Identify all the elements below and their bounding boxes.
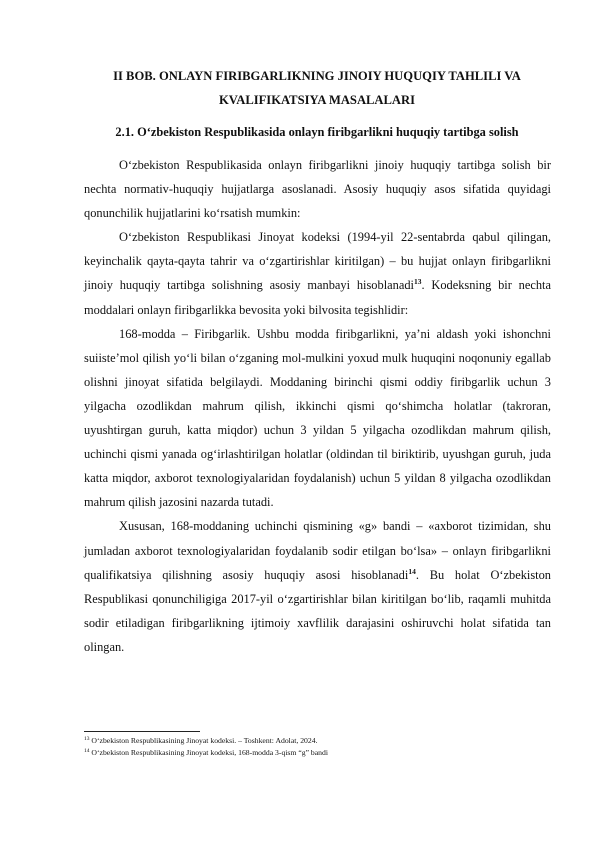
footnote-14	[84, 747, 551, 759]
footnotes	[84, 735, 551, 758]
paragraph-4-text: Xususan, 168-moddaning uchinchi qismining «g» bandi – «axborot tizimidan, shu jumladan axborot texnologiyalaridan foydalanib sodir etilgan bo‘lsa» – onlayn firibgarlikni qualifikatsiya qilishning asosiy huquqiy asosi hisoblanadi	[84, 519, 551, 582]
footnote-ref-13: 13	[413, 277, 422, 287]
footnote-number: 13	[84, 736, 90, 742]
paragraph-4	[84, 514, 551, 659]
paragraph-4-text-cont: . Bu holat O‘zbekiston Respublikasi qonunchiligiga 2017-yil o‘zgartirishlar bilan kiritilgan bo‘lib, raqamli muhitda sodir etiladigan firibgarlikning ijtimoiy xavflilik darajasini oshiruvchi holat sifatida tan olingan.	[84, 567, 552, 654]
footnote-ref-14: 14	[408, 566, 416, 576]
footnote-text: O‘zbekiston Respublikasining Jinoyat kodeksi. – Toshkent: Adolat, 2024.	[89, 736, 318, 745]
section-title: 2.1. O‘zbekiston Respublikasida onlayn firibgarlikni huquqiy tartibga solish	[115, 125, 519, 139]
paragraph-3: 168-modda – Firibgarlik. Ushbu modda firibgarlikni, ya’ni aldash yoki ishonchni suiiste’mol qilish yo‘li bilan o‘zganing mol-mulkini yoxud mulk huquqini noqonuniy egallab olishni jinoyat sifatida belgilaydi. Moddaning birinchi qismi oddiy firibgarlik uchun 3 yilgacha ozodlikdan mahrum qilish, ikkinchi qismi qo‘shimcha holatlar (takroran, uyushtirgan guruh, katta miqdor) uchun 3 yildan 5 yilgacha ozodlikdan mahrum qilish, uchinchi qismi yanada og‘irlashtirilgan holatlar (oldindan til biriktirib, uyushgan guruh, juda katta miqdor, axborot texnologiyalaridan foydalanish) uchun 5 yildan 8 yilgacha ozodlikdan mahrum qilish jazosini nazarda tutadi.	[84, 326, 551, 510]
paragraph-2	[84, 225, 551, 321]
paragraph-2-text-cont: . Kodeksning bir nechta moddalari onlayn firibgarlikka bevosita yoki bilvosita tegishlidir:	[84, 278, 551, 317]
body-text	[84, 153, 551, 659]
paragraph-1: O‘zbekiston Respublikasida onlayn firibgarlikni jinoiy huquqiy tartibga solish bir nechta normativ-huquqiy hujjatlarga asoslanadi. Asosiy huquqiy asos sifatida quyidagi qonunchilik hujjatlarini ko‘rsatish mumkin:	[84, 158, 551, 221]
chapter-title: II BOB. ONLAYN FIRIBGARLIKNING JINOIY HUQUQIY TAHLILI VA KVALIFIKATSIYA MASALALARI	[113, 69, 521, 107]
paragraph-2-text: O‘zbekiston Respublikasi Jinoyat kodeksi (1994-yil 22-sentabrda qabul qilingan, keyinchalik qayta-qayta tahrir va o‘zgartirishlar kiritilgan) – bu hujjat onlayn firibgarlikni jinoiy huquqiy tartibga solishning asosiy manbayi hisoblanadi	[84, 230, 551, 293]
footnote-number: 14	[84, 747, 90, 754]
footnote-13	[84, 735, 551, 747]
footnote-separator	[84, 731, 200, 732]
footnote-text: O‘zbekiston Respublikasining Jinoyat kodeksi, 168-modda 3-qism “g” bandi	[89, 747, 328, 757]
